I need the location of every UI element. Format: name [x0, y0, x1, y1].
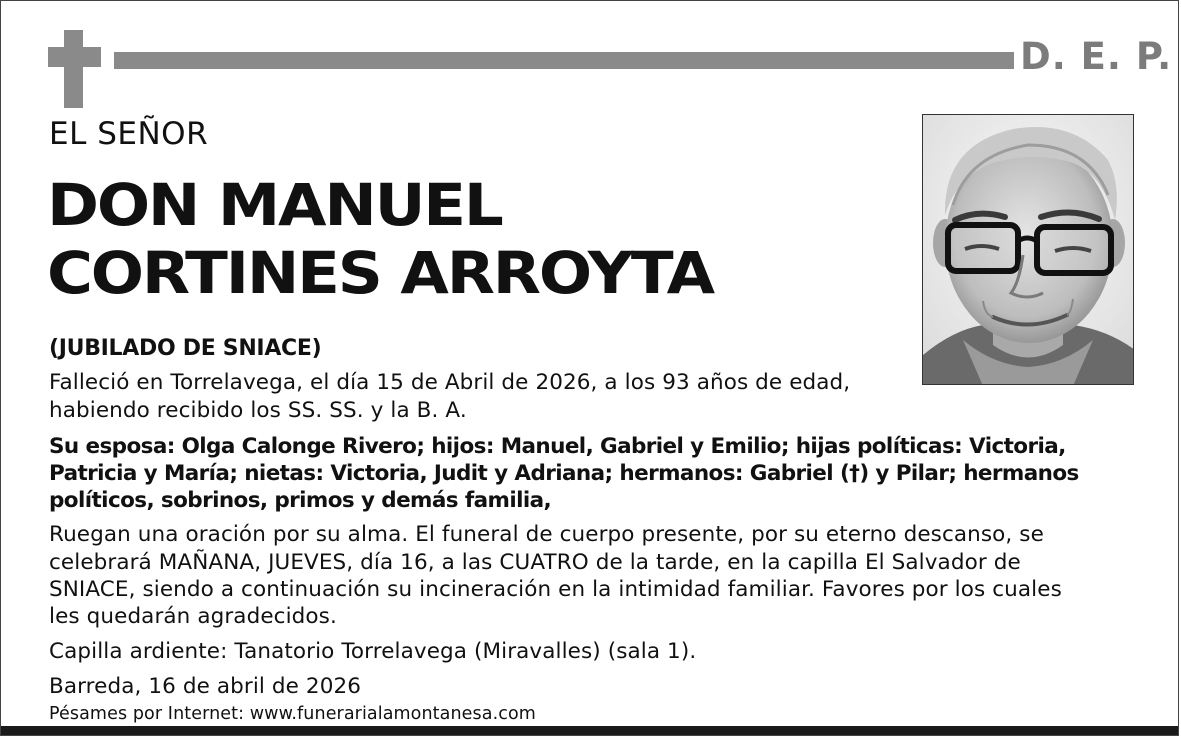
- place-date: Barreda, 16 de abril de 2026: [49, 674, 362, 699]
- occupation: (JUBILADO DE SNIACE): [49, 336, 322, 361]
- deceased-photo: [922, 114, 1134, 385]
- honorific: EL SEÑOR: [49, 116, 209, 152]
- death-line-2: habiendo recibido los SS. SS. y la B. A.: [49, 398, 467, 423]
- family-line-2: Patricia y María; nietas: Victoria, Judit y Adriana; hermanos: Gabriel (†) y Pilar; hermanos: [49, 461, 1079, 486]
- death-line-1: Falleció en Torrelavega, el día 15 de Abril de 2026, a los 93 años de edad,: [49, 370, 851, 395]
- condolences-website: Pésames por Internet: www.funerarialamontanesa.com: [49, 704, 536, 724]
- cross-icon: [64, 30, 83, 108]
- portrait-image: [923, 115, 1134, 385]
- name-line-2: CORTINES ARROYTA: [47, 239, 713, 307]
- cross-icon-bar: [48, 47, 101, 67]
- prayer-line-3: SNIACE, siendo a continuación su incineración en la intimidad familiar. Favores por los cuales: [49, 577, 1062, 602]
- deceased-name: [47, 171, 713, 307]
- prayer-line-1: Ruegan una oración por su alma. El funeral de cuerpo presente, por su eterno descanso, se: [49, 522, 1044, 547]
- bottom-border: [1, 726, 1178, 735]
- family-line-1: Su esposa: Olga Calonge Rivero; hijos: Manuel, Gabriel y Emilio; hijas políticas: Victoria,: [49, 434, 1066, 459]
- prayer-line-4: les quedarán agradecidos.: [49, 604, 337, 629]
- chapel-info: Capilla ardiente: Tanatorio Torrelavega (Miravalles) (sala 1).: [49, 639, 697, 664]
- name-line-1: DON MANUEL: [47, 171, 502, 239]
- prayer-line-2: celebrará MAÑANA, JUEVES, día 16, a las CUATRO de la tarde, en la capilla El Salvador de: [49, 550, 1021, 575]
- dep-label: D. E. P.: [1020, 35, 1173, 78]
- family-line-3: políticos, sobrinos, primos y demás familia,: [49, 488, 552, 513]
- header-rule: [114, 52, 1014, 69]
